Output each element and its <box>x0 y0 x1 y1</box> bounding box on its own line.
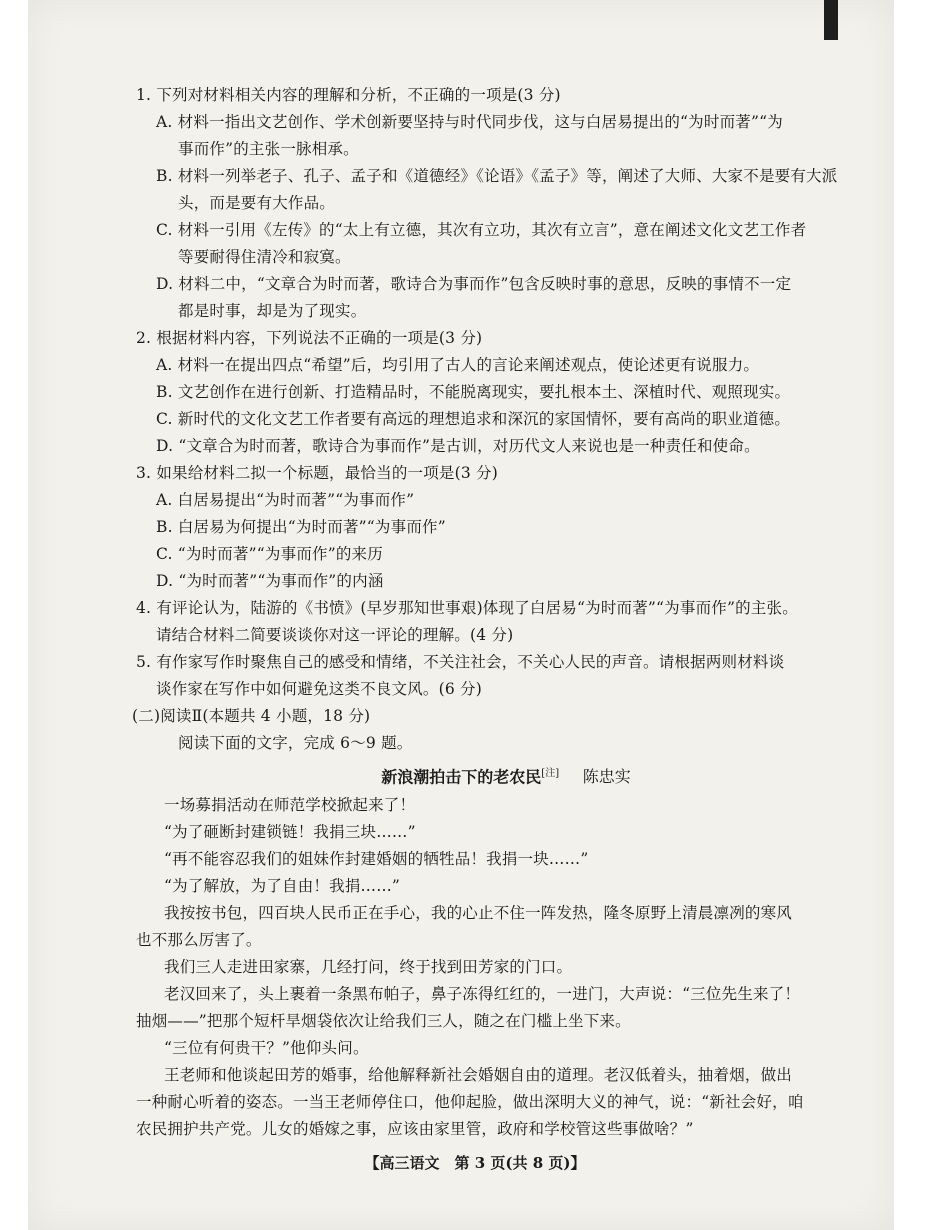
story-line: 也不那么厉害了。 <box>136 931 262 950</box>
question-block <box>136 460 876 595</box>
question-line: 事而作”的主张一脉相承。 <box>178 140 359 158</box>
question-line: 3. 如果给材料二拟一个标题，最恰当的一项是(3 分) <box>136 464 498 482</box>
story-title-row <box>136 759 876 792</box>
question-line: D. “文章合为时而著，歌诗合为事而作”是古训，对历代文人来说也是一种责任和使命。 <box>156 437 760 455</box>
questions-section <box>132 82 876 757</box>
question-line: 头，而是要有大作品。 <box>178 194 336 212</box>
question-line: 请结合材料二简要谈谈你对这一评论的理解。(4 分) <box>156 626 514 644</box>
story-line: 抽烟——”把那个短杆旱烟袋依次让给我们三人，随之在门槛上坐下来。 <box>136 1012 631 1031</box>
question-line: C. 新时代的文化文艺工作者要有高远的理想追求和深沉的家国情怀，要有高尚的职业道德。 <box>156 410 791 428</box>
question-line: 2. 根据材料内容，下列说法不正确的一项是(3 分) <box>136 329 483 347</box>
story-note-mark: [注] <box>541 768 560 779</box>
story-line: 老汉回来了，头上裹着一条黑布帕子，鼻子冻得红红的，一进门，大声说：“三位先生来了！ <box>164 985 801 1004</box>
question-line: 4. 有评论认为，陆游的《书愤》(早岁那知世事艰)体现了白居易“为时而著”“为事而作”的主张。 <box>136 599 798 617</box>
question-line: B. 文艺创作在进行创新、打造精品时，不能脱离现实，要扎根本土、深植时代、观照现实。 <box>156 383 791 401</box>
question-line: A. 材料一指出文艺创作、学术创新要坚持与时代同步伐，这与白居易提出的“为时而著”“为 <box>156 113 783 131</box>
question-line: B. 白居易为何提出“为时而著”“为事而作” <box>156 518 446 536</box>
story-line: 王老师和他谈起田芳的婚事，给他解释新社会婚姻自由的道理。老汉低着头，抽着烟，做出 <box>164 1066 793 1085</box>
question-block <box>136 595 876 649</box>
story-author: 陈忠实 <box>582 767 631 787</box>
question-line: 都是时事，却是为了现实。 <box>178 302 367 320</box>
question-block <box>136 649 876 703</box>
question-line: 等要耐得住清冷和寂寞。 <box>178 248 351 266</box>
question-line: C. “为时而著”“为事而作”的来历 <box>156 545 383 563</box>
question-line: 阅读下面的文字，完成 6～9 题。 <box>178 734 413 752</box>
story-line: “为了砸断封建锁链！我捐三块……” <box>164 823 416 842</box>
story-line: “为了解放，为了自由！我捐……” <box>164 877 401 896</box>
page-content <box>132 82 876 1143</box>
story-line: 一场募捐活动在师范学校掀起来了！ <box>164 796 416 815</box>
question-line: B. 材料一列举老子、孔子、孟子和《道德经》《论语》《孟子》等，阐述了大师、大家不是要有大派 <box>156 167 838 185</box>
question-block <box>136 325 876 460</box>
question-block <box>132 703 876 757</box>
story-line: “三位有何贵干？”他仰头问。 <box>164 1039 369 1058</box>
question-line: D. 材料二中，“文章合为时而著，歌诗合为事而作”包含反映时事的意思，反映的事情不一定 <box>156 275 792 293</box>
question-line: D. “为时而著”“为事而作”的内涵 <box>156 572 384 590</box>
story-body <box>136 792 876 1143</box>
story-line: 我按按书包，四百块人民币正在手心，我的心止不住一阵发热，隆冬原野上清晨凛冽的寒风 <box>164 904 793 923</box>
question-line: A. 白居易提出“为时而著”“为事而作” <box>156 491 415 509</box>
story-line: 一种耐心听着的姿态。一当王老师停住口，他仰起脸，做出深明大义的神气，说：“新社会好，咱 <box>136 1093 804 1112</box>
question-line: A. 材料一在提出四点“希望”后，均引用了古人的言论来阐述观点，使论述更有说服力。 <box>156 356 760 374</box>
question-line: 谈作家在写作中如何避免这类不良文风。(6 分) <box>156 680 482 698</box>
story-title: 新浪潮拍击下的老农民 <box>381 767 542 787</box>
question-line: 1. 下列对材料相关内容的理解和分析，不正确的一项是(3 分) <box>136 86 561 104</box>
question-line: (二)阅读Ⅱ(本题共 4 小题，18 分) <box>132 707 371 725</box>
page-footer: 【高三语文 第 3 页(共 8 页)】 <box>364 1154 586 1172</box>
story-line: 农民拥护共产党。儿女的婚嫁之事，应该由家里管，政府和学校管这些事做啥？” <box>136 1120 694 1139</box>
story-line: 我们三人走进田家寨，几经打问，终于找到田芳家的门口。 <box>164 958 573 977</box>
story-line: “再不能容忍我们的姐妹作封建婚姻的牺牲品！我捐一块……” <box>164 850 589 869</box>
page-edge-shadow <box>824 0 838 40</box>
question-line: 5. 有作家写作时聚焦自己的感受和情绪，不关注社会，不关心人民的声音。请根据两则材料谈 <box>136 653 785 671</box>
question-block <box>136 82 876 325</box>
question-line: C. 材料一引用《左传》的“太上有立德，其次有立功，其次有立言”，意在阐述文化文艺工作者 <box>156 221 807 239</box>
